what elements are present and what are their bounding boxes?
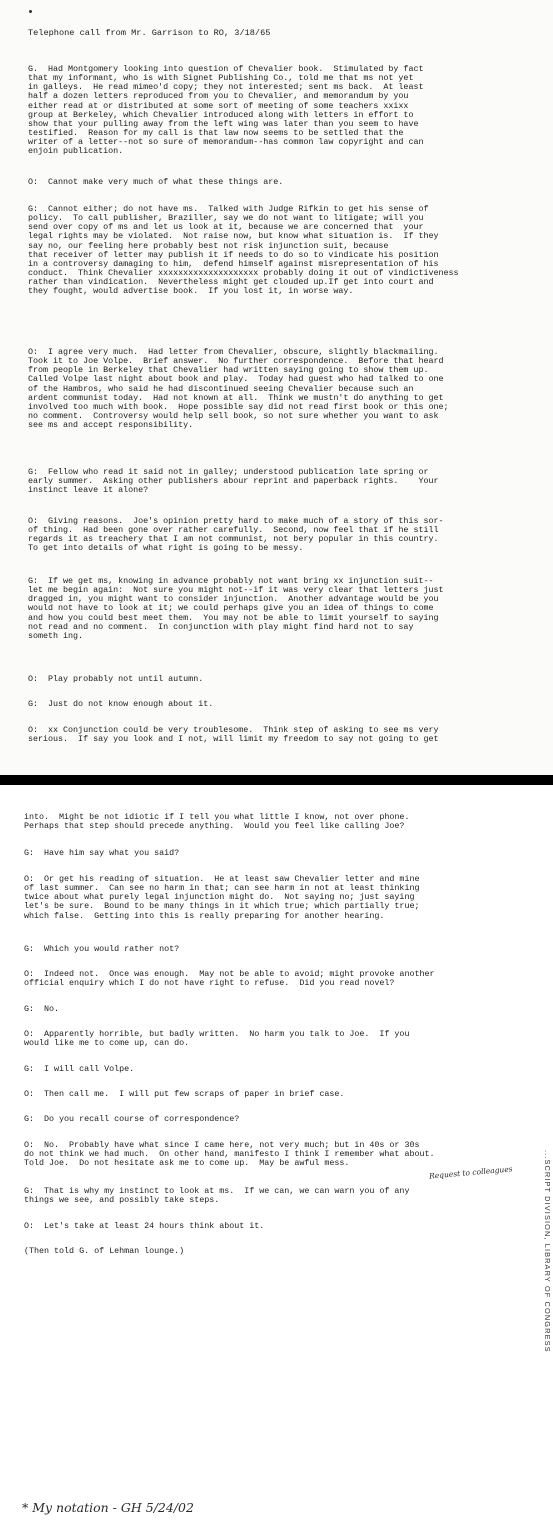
paragraph-p1-5: G: Fellow who read it said not in galley; understood publication late spring or early summer. Asking other publishers abour reprint and paperback rights. Your instinct leave it alone? (28, 467, 439, 496)
paragraph-p2-11: O: No. Probably have what since I came here, not very much; but in 40s or 30s do not think we had much. On other hand, manifesto I think I remember what about. Told Joe. Do not hesitate ask me to come up. May be awful mess. (24, 1140, 435, 1169)
paragraph-p2-6: G: No. (24, 1004, 60, 1014)
paragraph-p2-13: O: Let's take at least 24 hours think about it. (24, 1221, 265, 1231)
paragraph-p1-3: G: Cannot either; do not have ms. Talked with Judge Rifkin to get his sense of policy. To call publisher, Braziller, say we do not want to litigate; will you send over copy of ms and let us look at it, because we are concerned that your legal rights may be violated. Not raise now, but know what situation is. If they say no, our feeling here probably best not risk injunction suit, because that receiver of letter may publish it if needs to do so to vindicate his position in a controversy damaging to him, defend himself against misrepresentation of his conduct. Think Chevalier xxxxxxxxxxxxxxxxxxxx probably doing it out of vindictiveness rather than vindication. Nevertheless might get clouded up.If get into court and they fought, would advertise book. If you lost it, in worse way. (28, 204, 459, 297)
scan-speck (29, 10, 32, 13)
paragraph-p2-12: G: That is why my instinct to look at ms. If we can, we can warn you of any things we see, and possibly take steps. (24, 1186, 410, 1206)
paragraph-p2-2: G: Have him say what you said? (24, 848, 180, 858)
handwritten-notation: * My notation - GH 5/24/02 (22, 1500, 194, 1515)
paragraph-p2-1: into. Might be not idiotic if I tell you what little I know, not over phone. Perhaps that step should precede anything. Would you feel like calling Joe? (24, 812, 410, 832)
document-title: Telephone call from Mr. Garrison to RO, 3/18/65 (28, 28, 271, 38)
paragraph-p1-9: G: Just do not know enough about it. (28, 699, 214, 709)
paragraph-p1-10: O: xx Conjunction could be very troublesome. Think step of asking to see ms very serious. If say you look and I not, will limit my freedom to say not going to get (28, 725, 439, 745)
paragraph-p2-3: O: Or get his reading of situation. He at least saw Chevalier letter and mine of last summer. Can see no harm in that; can see harm in not at least thinking twice about what purely legal injunction might do. Not saying no; just saying let's be sure. Bound to be many things in it which true; which partially true; which false. Getting into this is really preparing for another hearing. (24, 874, 420, 921)
page-divider (0, 775, 553, 785)
paragraph-p2-9: O: Then call me. I will put few scraps of paper in brief case. (24, 1089, 345, 1099)
paragraph-p1-8: O: Play probably not until autumn. (28, 674, 204, 684)
paragraph-p2-4: G: Which you would rather not? (24, 944, 180, 954)
archive-side-stamp: ...SCRIPT DIVISION, LIBRARY OF CONGRESS (543, 1150, 552, 1353)
paragraph-p2-14: (Then told G. of Lehman lounge.) (24, 1246, 185, 1256)
paragraph-p1-7: G: If we get ms, knowing in advance probably not want bring xx injunction suit-- let me begin again: Not sure you might not--if it was very clear that letters just dragged in, you might want to consider injunction. Another advantage would be you would not have to look at it; we could perhaps give you an idea of things to come and how you could best meet them. You may not be able to limit yourself to saying not read and no comment. In conjunction with play might find hard not to say someth ing. (28, 576, 444, 641)
paragraph-p2-7: O: Apparently horrible, but badly written. No harm you talk to Joe. If you would like me to come up, can do. (24, 1029, 410, 1049)
paragraph-p2-5: O: Indeed not. Once was enough. May not be able to avoid; might provoke another official enquiry which I do not have right to refuse. Did you read novel? (24, 969, 435, 989)
paragraph-p2-8: G: I will call Volpe. (24, 1064, 135, 1074)
handwritten-margin-note: Request to colleagues (428, 1164, 513, 1181)
document-page-2 (0, 785, 553, 1540)
paragraph-p1-6: O: Giving reasons. Joe's opinion pretty hard to make much of a story of this sor- of thing. Had been gone over rather carefully. Second, now feel that if he still regards it as treachery that I am not communist, not bery popular in this country. To get into details of what right is going to be messy. (28, 516, 444, 554)
paragraph-p1-2: O: Cannot make very much of what these things are. (28, 177, 284, 187)
paragraph-p1-4: O: I agree very much. Had letter from Chevalier, obscure, slightly blackmailing. Took it to Joe Volpe. Brief answer. No further correspondence. Before that heard from people in Berkeley that Chevalier had written saying going to show them up. Called Volpe last night about book and play. Today had guest who had talked to one of the Hambros, who said he had discontinued seeing Chevalier because such an ardent communist today. Had not known at all. Think we mustn't do anything to get involved too much with book. Hope possible say did not read first book or this one; no comment. Controversy would help sell book, so not sure whether you want to ask see ms and accept responsibility. (28, 347, 449, 431)
paragraph-p1-1: G. Had Montgomery looking into question of Chevalier book. Stimulated by fact that my informant, who is with Signet Publishing Co., told me that ms not yet in galleys. He read mimeo'd copy; they not interested; sent ms back. At least half a dozen letters reproduced from you to Chevalier, and memorandum by you either read at or distributed at some sort of meeting of some teachers xxixx group at Berkeley, which Chevalier introduced along with letters in effort to show that your pulling away from the left wing was later than you seem to have testified. Reason for my call is that law now seems to be settled that the writer of a letter--not so sure of memorandum--has common law copyright and can enjoin publication. (28, 64, 424, 157)
paragraph-p2-10: G: Do you recall course of correspondence? (24, 1114, 240, 1124)
